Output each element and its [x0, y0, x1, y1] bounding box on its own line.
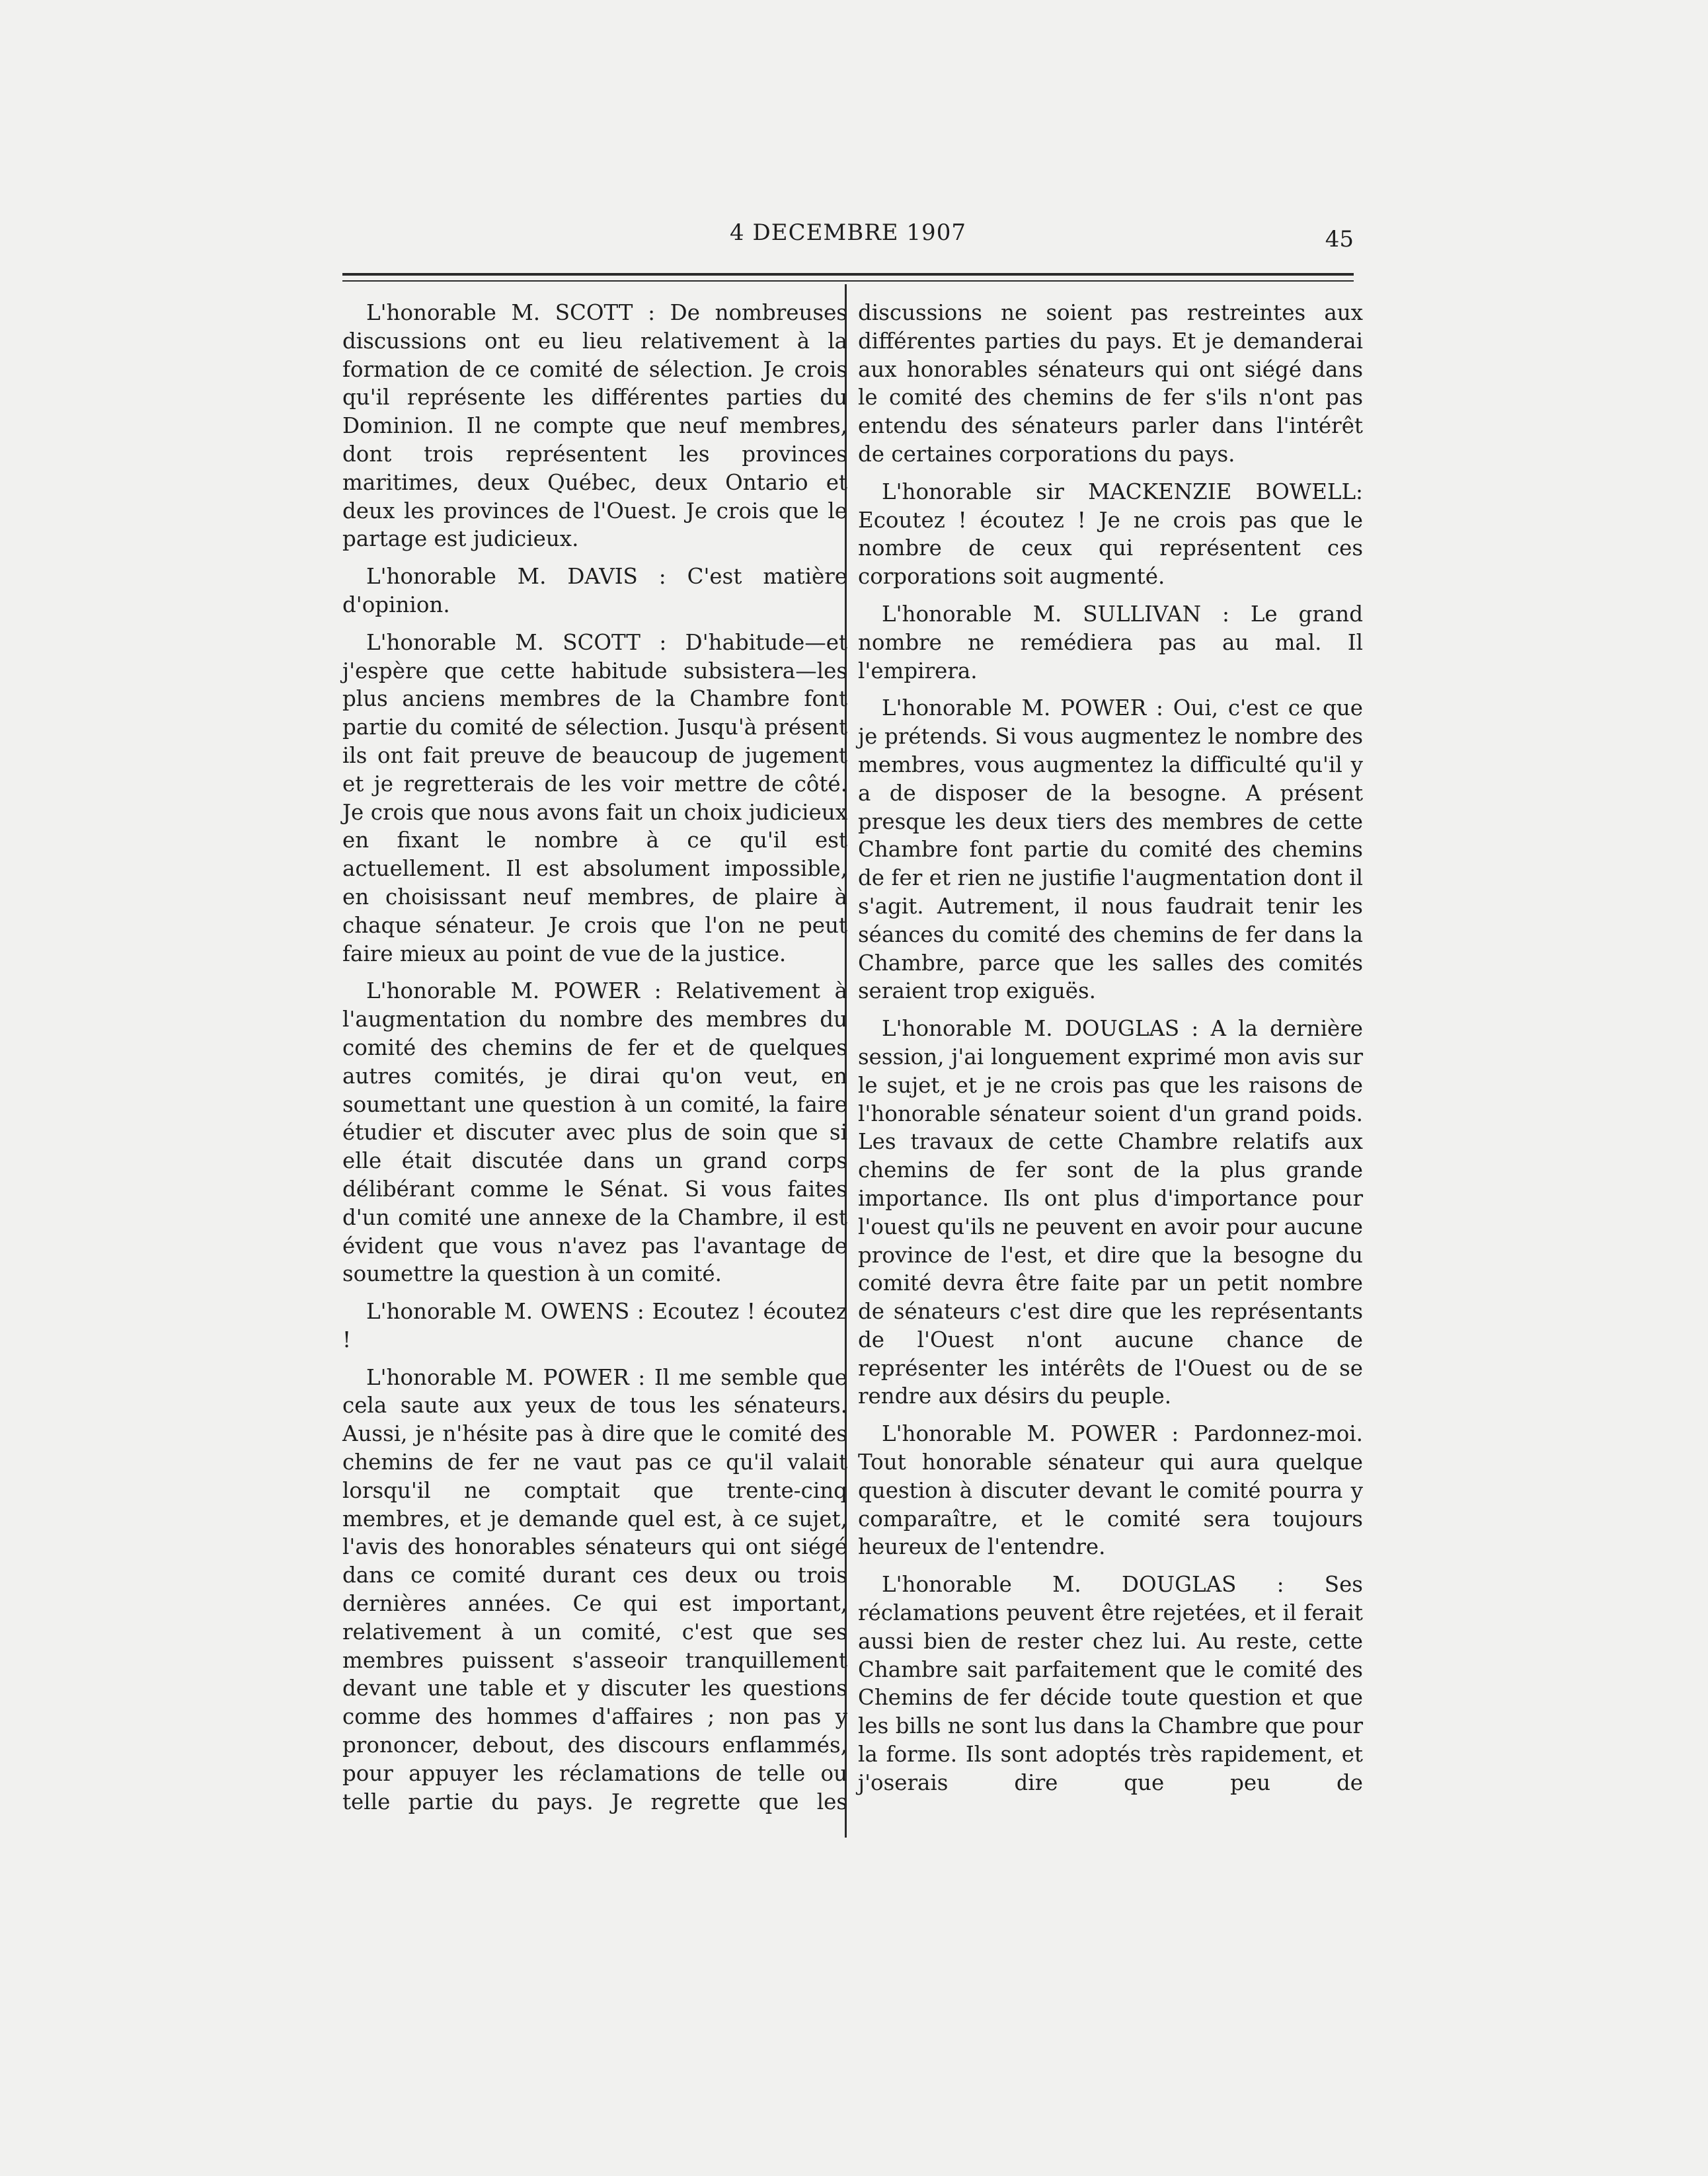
- right-column: [858, 299, 1363, 1807]
- page-number: 45: [1325, 226, 1354, 253]
- paragraph: L'honorable M. DOUGLAS : Ses réclamations peuvent être rejetées, et il ferait aussi bien de rester chez lui. Au reste, cette Chambre sait parfaitement que le comité des Chemins de fer décide toute question et que les bills ne sont lus dans la Chambre que pour la forme. Ils sont adoptés très rapidement, et j'oserais dire que peu de: [858, 1572, 1363, 1795]
- paragraph: L'honorable M. SCOTT : De nombreuses discussions ont eu lieu relativement à la formation de ce comité de sélection. Je crois qu'il représente les différentes parties du Dominion. Il ne compte que neuf membres, dont trois représentent les provinces maritimes, deux Québec, deux Ontario et deux les provinces de l'Ouest. Je crois que le partage est judicieux.: [342, 300, 847, 552]
- paragraph: L'honorable M. POWER : Pardonnez-moi. Tout honorable sénateur qui aura quelque question à discuter devant le comité pourra y comparaître, et le comité sera toujours heureux de l'entendre.: [858, 1421, 1363, 1560]
- paragraph: L'honorable sir MACKENZIE BOWELL: Ecoutez ! écoutez ! Je ne crois pas que le nombre de ceux qui représentent ces corporations soit augmenté.: [858, 479, 1363, 590]
- page-header: [342, 210, 1354, 256]
- header-rule-thin: [342, 280, 1354, 282]
- paragraph: L'honorable M. OWENS : Ecoutez ! écoutez !: [342, 1299, 847, 1352]
- header-rule-thick: [342, 273, 1354, 276]
- paragraph: L'honorable M. POWER : Relativement à l'augmentation du nombre des membres du comité des chemins de fer et de quelques autres comités, je dirai qu'on veut, en soumettant une question à un comité, la faire étudier et discuter avec plus de soin que si elle était discutée dans un grand corps délibérant comme le Sénat. Si vous faites d'un comité une annexe de la Chambre, il est évident que vous n'avez pas l'avantage de soumettre la question à un comité.: [342, 978, 847, 1287]
- page-date-title: 4 DECEMBRE 1907: [730, 219, 966, 246]
- paragraph: discussions ne soient pas restreintes aux différentes parties du pays. Et je demanderai aux honorables sénateurs qui ont siégé dans le comité des chemins de fer s'ils n'ont pas entendu des sénateurs parler dans l'intérêt de certaines corporations du pays.: [858, 300, 1363, 467]
- paragraph: L'honorable M. SULLIVAN : Le grand nombre ne remédiera pas au mal. Il l'empirera.: [858, 601, 1363, 683]
- paragraph: L'honorable M. POWER : Il me semble que cela saute aux yeux de tous les sénateurs. Aussi, je n'hésite pas à dire que le comité des chemins de fer ne vaut pas ce qu'il valait lorsqu'il ne comptait que trente-cinq membres, et je demande quel est, à ce sujet, l'avis des honorables sénateurs qui ont siégé dans ce comité durant ces deux ou trois dernières années. Ce qui est important, relativement à un comité, c'est que ses membres puissent s'asseoir tranquillement devant une table et y discuter les questions comme des hommes d'affaires ; non pas y prononcer, debout, des discours enflammés, pour appuyer les réclamations de telle ou telle partie du pays. Je regrette que les: [342, 1364, 847, 1814]
- paragraph: L'honorable M. SCOTT : D'habitude—et j'espère que cette habitude subsistera—les plus anciens membres de la Chambre font partie du comité de sélection. Jusqu'à présent ils ont fait preuve de beaucoup de jugement et je regretterais de les voir mettre de côté. Je crois que nous avons fait un choix judicieux en fixant le nombre à ce qu'il est actuellement. Il est absolument impossible, en choisissant neuf membres, de plaire à chaque sénateur. Je crois que l'on ne peut faire mieux au point de vue de la justice.: [342, 629, 847, 966]
- paragraph: L'honorable M. DOUGLAS : A la dernière session, j'ai longuement exprimé mon avis sur le sujet, et je ne crois pas que les raisons de l'honorable sénateur soient d'un grand poids. Les travaux de cette Chambre relatifs aux chemins de fer sont de la plus grande importance. Ils ont plus d'importance pour l'ouest qu'ils ne peuvent en avoir pour aucune province de l'est, et dire que la besogne du comité devra être faite par un petit nombre de sénateurs c'est dire que les représentants de l'Ouest n'ont aucune chance de représenter les intérêts de l'Ouest ou de se rendre aux désirs du peuple.: [858, 1016, 1363, 1409]
- paragraph: L'honorable M. POWER : Oui, c'est ce que je prétends. Si vous augmentez le nombre des membres, vous augmentez la difficulté qu'il y a de disposer de la besogne. A présent presque les deux tiers des membres de cette Chambre font partie du comité des chemins de fer et rien ne justifie l'augmentation dont il s'agit. Autrement, il nous faudrait tenir les séances du comité des chemins de fer dans la Chambre, parce que les salles des comités seraient trop exiguës.: [858, 695, 1363, 1004]
- left-column: [342, 299, 847, 1825]
- paragraph: L'honorable M. DAVIS : C'est matière d'opinion.: [342, 564, 847, 617]
